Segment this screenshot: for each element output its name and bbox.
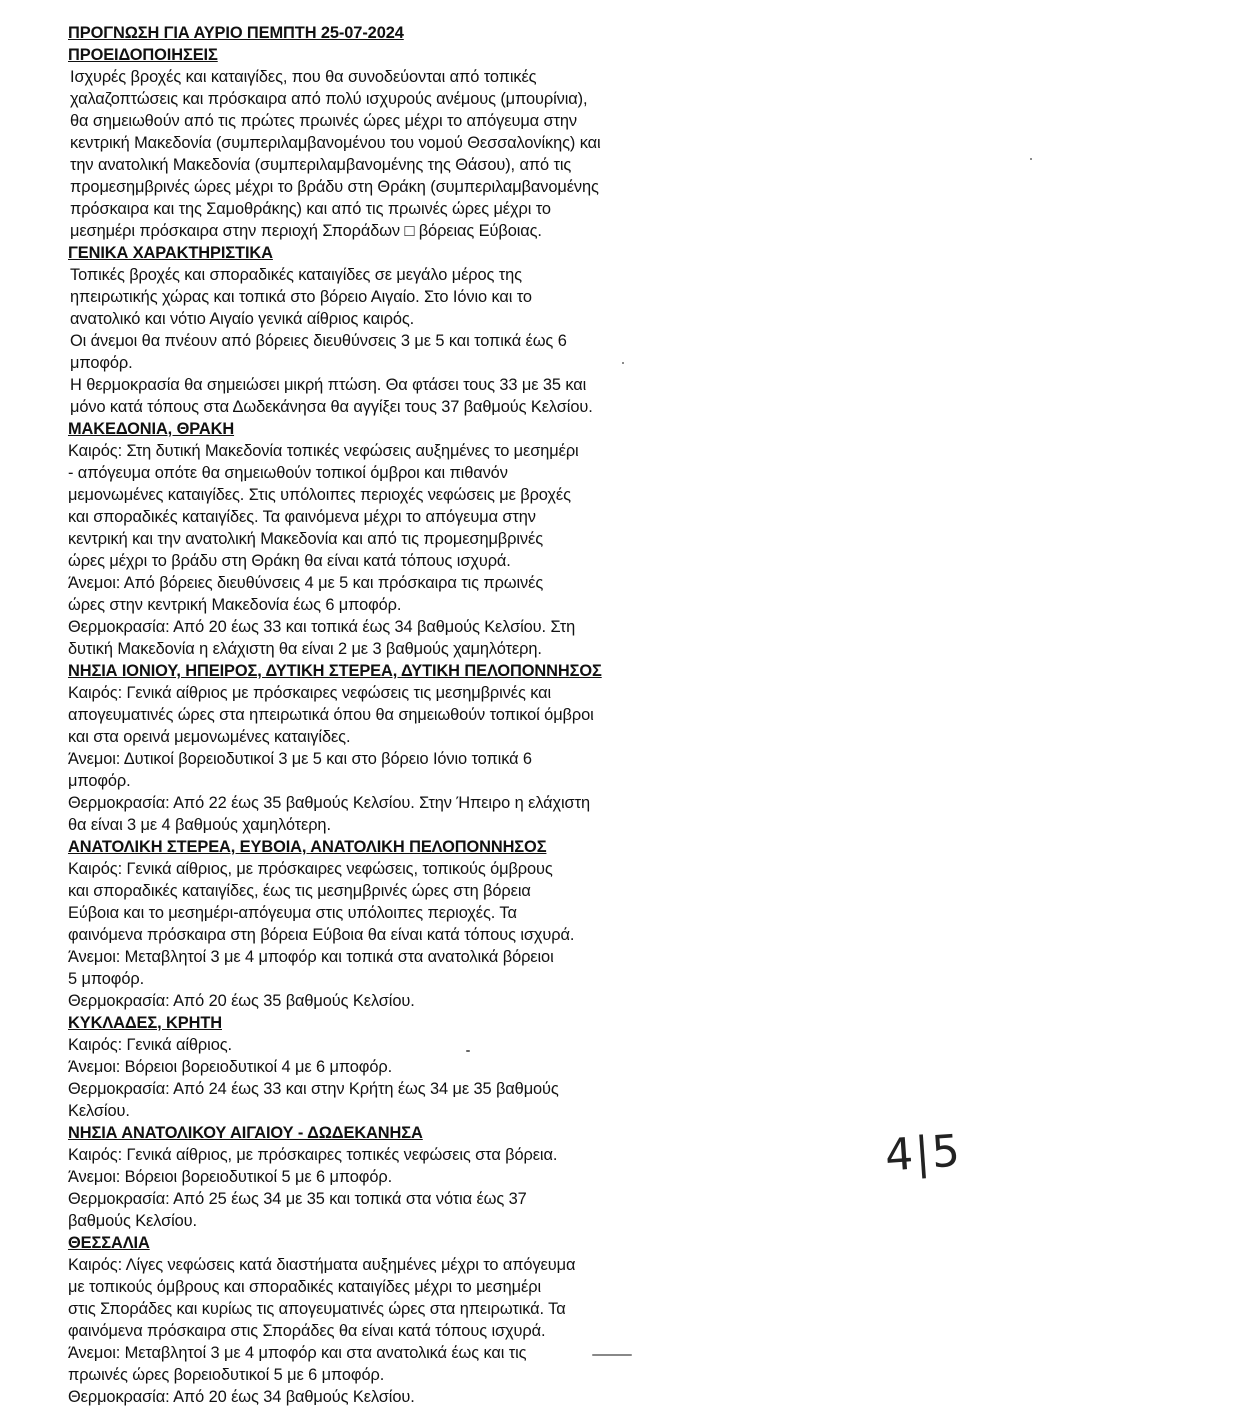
text-line: Άνεμοι: Μεταβλητοί 3 με 4 μποφόρ και τοπικά στα ανατολικά βόρειοι bbox=[68, 948, 554, 966]
text-line: Κελσίου. bbox=[68, 1102, 130, 1120]
text-line: ηπειρωτικής χώρας και τοπικά στο βόρειο Αιγαίο. Στο Ιόνιο και το bbox=[70, 288, 532, 306]
section-heading: ΝΗΣΙΑ ΑΝΑΤΟΛΙΚΟΥ ΑΙΓΑΙΟΥ - ΔΩΔΕΚΑΝΗΣΑ bbox=[68, 1124, 423, 1142]
text-line: Εύβοια και το μεσημέρι-απόγευμα στις υπόλοιπες περιοχές. Τα bbox=[68, 904, 517, 922]
text-line: Οι άνεμοι θα πνέουν από βόρειες διευθύνσεις 3 με 5 και τοπικά έως 6 bbox=[70, 332, 567, 350]
scan-speck bbox=[1030, 158, 1032, 160]
section-warnings bbox=[68, 44, 708, 242]
text-line: Η θερμοκρασία θα σημειώσει μικρή πτώση. Θα φτάσει τους 33 με 35 και bbox=[70, 376, 587, 394]
text-line: ώρες μέχρι το βράδυ στη Θράκη θα είναι κατά τόπους ισχυρά. bbox=[68, 552, 511, 570]
text-line: φαινόμενα πρόσκαιρα στις Σποράδες θα είναι κατά τόπους ισχυρά. bbox=[68, 1322, 546, 1340]
section-thessaly bbox=[68, 1232, 708, 1408]
text-line: Άνεμοι: Δυτικοί βορειοδυτικοί 3 με 5 και στο βόρειο Ιόνιο τοπικά 6 bbox=[68, 750, 532, 768]
text-line: Θερμοκρασία: Από 20 έως 33 και τοπικά έως 34 βαθμούς Κελσίου. Στη bbox=[68, 618, 576, 636]
text-line: Άνεμοι: Βόρειοι βορειοδυτικοί 4 με 6 μποφόρ. bbox=[68, 1058, 393, 1076]
section-heading: ΝΗΣΙΑ ΙΟΝΙΟΥ, ΗΠΕΙΡΟΣ, ΔΥΤΙΚΗ ΣΤΕΡΕΑ, ΔΥΤΙΚΗ ΠΕΛΟΠΟΝΝΗΣΟΣ bbox=[68, 662, 602, 680]
text-line: κεντρική και την ανατολική Μακεδονία και από τις προμεσημβρινές bbox=[68, 530, 543, 548]
text-line: μεμονωμένες καταιγίδες. Στις υπόλοιπες περιοχές νεφώσεις με βροχές bbox=[68, 486, 571, 504]
text-line: Καιρός: Γενικά αίθριος με πρόσκαιρες νεφώσεις τις μεσημβρινές και bbox=[68, 684, 552, 702]
text-line: πρόσκαιρα και της Σαμοθράκης) και από τις πρωινές ώρες μέχρι το bbox=[70, 200, 551, 218]
text-line: χαλαζοπτώσεις και πρόσκαιρα από πολύ ισχυρούς ανέμους (μπουρίνια), bbox=[70, 90, 588, 108]
text-line: Θερμοκρασία: Από 24 έως 33 και στην Κρήτη έως 34 με 35 βαθμούς bbox=[68, 1080, 559, 1098]
text-line: Θερμοκρασία: Από 20 έως 35 βαθμούς Κελσίου. bbox=[68, 992, 415, 1010]
text-line: πρωινές ώρες βορειοδυτικοί 5 με 6 μποφόρ. bbox=[68, 1366, 385, 1384]
scan-speck bbox=[466, 1050, 470, 1052]
text-line: την ανατολική Μακεδονία (συμπεριλαμβανομένης της Θάσου), από τις bbox=[70, 156, 572, 174]
section-macedonia-thrace bbox=[68, 418, 708, 660]
handwritten-page-note: 4|5 bbox=[883, 1125, 964, 1182]
section-east-sterea-evia bbox=[68, 836, 708, 1012]
text-line: προμεσημβρινές ώρες μέχρι το βράδυ στη Θράκη (συμπεριλαμβανομένης bbox=[70, 178, 599, 196]
text-line: ώρες στην κεντρική Μακεδονία έως 6 μποφόρ. bbox=[68, 596, 402, 614]
scan-speck bbox=[622, 362, 624, 364]
text-line: Θερμοκρασία: Από 25 έως 34 με 35 και τοπικά στα νότια έως 37 bbox=[68, 1190, 527, 1208]
text-line: θα είναι 3 με 4 βαθμούς χαμηλότερη. bbox=[68, 816, 331, 834]
text-line: Καιρός: Στη δυτική Μακεδονία τοπικές νεφώσεις αυξημένες το μεσημέρι bbox=[68, 442, 579, 460]
text-line: 5 μποφόρ. bbox=[68, 970, 145, 988]
section-heading: ΓΕΝΙΚΑ ΧΑΡΑΚΤΗΡΙΣΤΙΚΑ bbox=[68, 244, 273, 262]
section-general bbox=[68, 242, 708, 418]
section-heading: ΘΕΣΣΑΛΙΑ bbox=[68, 1234, 150, 1252]
section-east-aegean-dodecanese bbox=[68, 1122, 708, 1232]
text-line: Ισχυρές βροχές και καταιγίδες, που θα συνοδεύονται από τοπικές bbox=[70, 68, 537, 86]
text-line: Καιρός: Λίγες νεφώσεις κατά διαστήματα αυξημένες μέχρι το απόγευμα bbox=[68, 1256, 576, 1274]
text-line: φαινόμενα πρόσκαιρα στη βόρεια Εύβοια θα είναι κατά τόπους ισχυρά. bbox=[68, 926, 575, 944]
section-heading: ΚΥΚΛΑΔΕΣ, ΚΡΗΤΗ bbox=[68, 1014, 222, 1032]
text-line: Άνεμοι: Από βόρειες διευθύνσεις 4 με 5 και πρόσκαιρα τις πρωινές bbox=[68, 574, 544, 592]
text-line: θα σημειωθούν από τις πρώτες πρωινές ώρες μέχρι το απόγευμα στην bbox=[70, 112, 578, 130]
text-line: Θερμοκρασία: Από 22 έως 35 βαθμούς Κελσίου. Στην Ήπειρο η ελάχιστη bbox=[68, 794, 590, 812]
text-line: Τοπικές βροχές και σποραδικές καταιγίδες σε μεγάλο μέρος της bbox=[70, 266, 522, 284]
text-line: δυτική Μακεδονία η ελάχιστη θα είναι 2 με 3 βαθμούς χαμηλότερη. bbox=[68, 640, 542, 658]
text-line: - απόγευμα οπότε θα σημειωθούν τοπικοί όμβροι και πιθανόν bbox=[68, 464, 508, 482]
text-line: μεσημέρι πρόσκαιρα στην περιοχή Σποράδων □ βόρειας Εύβοιας. bbox=[70, 222, 542, 240]
text-line: Καιρός: Γενικά αίθριος, με πρόσκαιρες τοπικές νεφώσεις στα βόρεια. bbox=[68, 1146, 558, 1164]
section-ionian-epirus bbox=[68, 660, 708, 836]
section-heading: ΑΝΑΤΟΛΙΚΗ ΣΤΕΡΕΑ, ΕΥΒΟΙΑ, ΑΝΑΤΟΛΙΚΗ ΠΕΛΟΠΟΝΝΗΣΟΣ bbox=[68, 838, 547, 856]
text-line: μποφόρ. bbox=[70, 354, 133, 372]
text-line: Καιρός: Γενικά αίθριος, με πρόσκαιρες νεφώσεις, τοπικούς όμβρους bbox=[68, 860, 553, 878]
text-line: κεντρική Μακεδονία (συμπεριλαμβανομένου του νομού Θεσσαλονίκης) και bbox=[70, 134, 601, 152]
text-line: Καιρός: Γενικά αίθριος. bbox=[68, 1036, 232, 1054]
text-line: Άνεμοι: Βόρειοι βορειοδυτικοί 5 με 6 μποφόρ. bbox=[68, 1168, 393, 1186]
section-heading: ΠΡΟΕΙΔΟΠΟΙΗΣΕΙΣ bbox=[68, 46, 218, 64]
text-line: και στα ορεινά μεμονωμένες καταιγίδες. bbox=[68, 728, 351, 746]
text-line: ανατολικό και νότιο Αιγαίο γενικά αίθριος καιρός. bbox=[70, 310, 415, 328]
text-line: στις Σποράδες και κυρίως τις απογευματινές ώρες στα ηπειρωτικά. Τα bbox=[68, 1300, 566, 1318]
text-line: με τοπικούς όμβρους και σποραδικές καταιγίδες μέχρι το μεσημέρι bbox=[68, 1278, 541, 1296]
document-title: ΠΡΟΓΝΩΣΗ ΓΙΑ ΑΥΡΙΟ ΠΕΜΠΤΗ 25-07-2024 bbox=[68, 24, 404, 42]
text-line: Θερμοκρασία: Από 20 έως 34 βαθμούς Κελσίου. bbox=[68, 1388, 415, 1406]
text-line: βαθμούς Κελσίου. bbox=[68, 1212, 197, 1230]
forecast-document bbox=[68, 22, 708, 1408]
scan-speck bbox=[592, 1354, 632, 1356]
text-line: και σποραδικές καταιγίδες, έως τις μεσημβρινές ώρες στη βόρεια bbox=[68, 882, 531, 900]
section-cyclades-crete bbox=[68, 1012, 708, 1122]
section-heading: ΜΑΚΕΔΟΝΙΑ, ΘΡΑΚΗ bbox=[68, 420, 235, 438]
text-line: και σποραδικές καταιγίδες. Τα φαινόμενα μέχρι το απόγευμα στην bbox=[68, 508, 536, 526]
text-line: μποφόρ. bbox=[68, 772, 131, 790]
text-line: Άνεμοι: Μεταβλητοί 3 με 4 μποφόρ και στα ανατολικά έως και τις bbox=[68, 1344, 527, 1362]
text-line: απογευματινές ώρες στα ηπειρωτικά όπου θα σημειωθούν τοπικοί όμβροι bbox=[68, 706, 594, 724]
text-line: μόνο κατά τόπους στα Δωδεκάνησα θα αγγίξει τους 37 βαθμούς Κελσίου. bbox=[70, 398, 593, 416]
